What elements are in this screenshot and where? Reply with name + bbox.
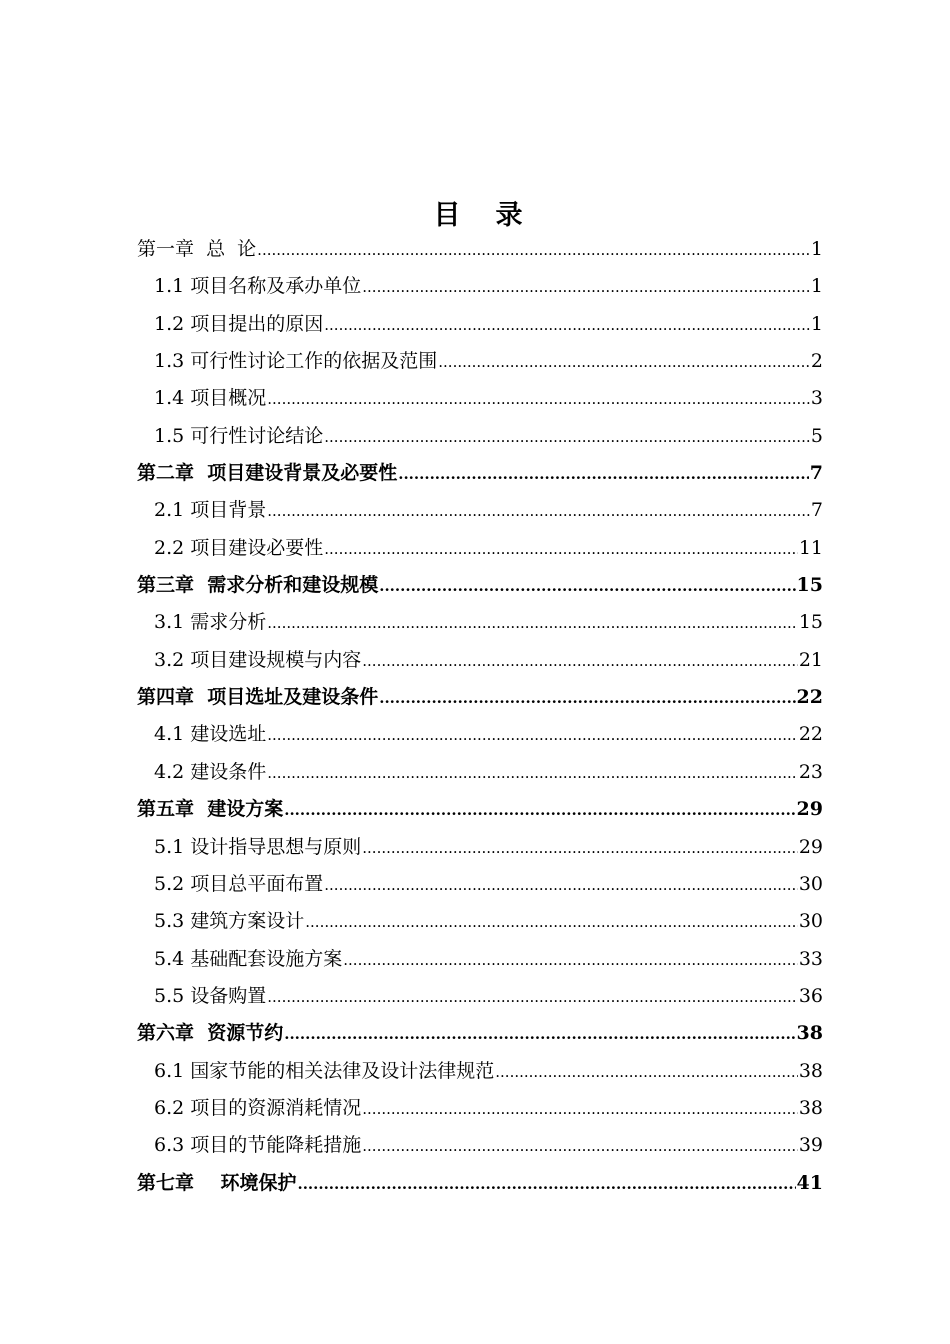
toc-dot-leader: [438, 344, 810, 380]
toc-entry-label: 1.4 项目概况: [154, 387, 267, 410]
toc-dot-leader: [284, 792, 795, 828]
toc-page-number: 7: [810, 499, 823, 522]
toc-dot-leader: [267, 605, 798, 641]
toc-entry-label: 第六章 资源节约: [137, 1022, 284, 1045]
toc-dot-leader: [362, 830, 798, 866]
toc-dot-leader: [362, 643, 798, 679]
toc-entry-label: 第五章 建设方案: [137, 798, 284, 821]
toc-dot-leader: [324, 307, 810, 343]
toc-page-number: 36: [798, 984, 823, 1007]
toc-entry-label: 2.2 项目建设必要性: [154, 536, 324, 559]
toc-dot-leader: [324, 531, 798, 567]
toc-dot-leader: [398, 456, 809, 492]
toc-entry-label: 5.4 基础配套设施方案: [154, 947, 343, 970]
toc-dot-leader: [379, 568, 795, 604]
toc-section-entry[interactable]: [137, 642, 823, 679]
toc-entry-label: 6.2 项目的资源消耗情况: [154, 1096, 362, 1119]
page-title: 目 录: [433, 200, 527, 231]
toc-entry-label: 5.5 设备购置: [154, 984, 267, 1007]
toc-entry-label: 第三章 需求分析和建设规模: [137, 574, 379, 597]
toc-dot-leader: [379, 680, 795, 716]
toc-entry-label: 第一章 总 论: [137, 238, 257, 260]
toc-page-number: 7: [809, 462, 823, 485]
toc-page-number: 38: [796, 1022, 823, 1045]
toc-dot-leader: [267, 979, 798, 1015]
toc-page-number: 30: [798, 910, 823, 933]
toc-page-number: 38: [798, 1059, 823, 1082]
toc-section-entry[interactable]: [137, 941, 823, 978]
table-of-contents: [137, 231, 823, 1202]
toc-entry-label: 1.1 项目名称及承办单位: [154, 275, 362, 298]
toc-section-entry[interactable]: [137, 268, 823, 305]
toc-section-entry[interactable]: [137, 418, 823, 455]
toc-page-number: 39: [798, 1134, 823, 1157]
toc-entry-label: 第二章 项目建设背景及必要性: [137, 462, 398, 485]
toc-section-entry[interactable]: [137, 530, 823, 567]
toc-page-number: 29: [796, 798, 823, 821]
toc-section-entry[interactable]: [137, 903, 823, 940]
toc-page-number: 1: [810, 275, 823, 298]
toc-page-number: 21: [798, 648, 823, 671]
toc-page-number: 41: [796, 1171, 823, 1194]
toc-entry-label: 5.2 项目总平面布置: [154, 872, 324, 895]
toc-dot-leader: [257, 232, 810, 268]
toc-chapter-entry[interactable]: [137, 791, 823, 828]
toc-entry-label: 1.5 可行性讨论结论: [154, 424, 324, 447]
toc-dot-leader: [343, 942, 798, 978]
toc-section-entry[interactable]: [137, 716, 823, 753]
toc-entry-label: 6.1 国家节能的相关法律及设计法律规范: [154, 1059, 495, 1082]
toc-dot-leader: [267, 493, 810, 529]
toc-dot-leader: [267, 755, 798, 791]
toc-page-number: 15: [796, 574, 823, 597]
toc-section-entry[interactable]: [137, 492, 823, 529]
toc-entry-label: 5.1 设计指导思想与原则: [154, 835, 362, 858]
toc-entry-label: 1.2 项目提出的原因: [154, 312, 324, 335]
toc-section-entry[interactable]: [137, 1053, 823, 1090]
toc-chapter-entry[interactable]: [137, 567, 823, 604]
toc-page-number: 1: [810, 312, 823, 335]
toc-page-number: 3: [810, 387, 823, 410]
toc-page-number: 22: [798, 723, 823, 746]
toc-section-entry[interactable]: [137, 1090, 823, 1127]
toc-section-entry[interactable]: [137, 829, 823, 866]
toc-page-number: 1: [810, 238, 823, 260]
toc-page-number: 11: [798, 536, 823, 559]
toc-page-number: 15: [798, 611, 823, 634]
toc-dot-leader: [324, 867, 798, 903]
toc-page-number: 5: [810, 424, 823, 447]
toc-section-entry[interactable]: [137, 343, 823, 380]
toc-entry-label: 第七章 环境保护: [137, 1171, 297, 1194]
toc-entry-label: 3.2 项目建设规模与内容: [154, 648, 362, 671]
toc-page-number: 23: [798, 760, 823, 783]
toc-dot-leader: [362, 1091, 798, 1127]
toc-chapter-entry[interactable]: [137, 679, 823, 716]
toc-section-entry[interactable]: [137, 978, 823, 1015]
toc-entry-label: 4.1 建设选址: [154, 723, 267, 746]
toc-entry-label: 3.1 需求分析: [154, 611, 267, 634]
toc-page-number: 38: [798, 1096, 823, 1119]
toc-page-number: 22: [796, 686, 823, 709]
toc-page-number: 33: [798, 947, 823, 970]
toc-chapter-entry[interactable]: [137, 455, 823, 492]
toc-dot-leader: [284, 1016, 795, 1052]
toc-dot-leader: [362, 1128, 798, 1164]
toc-page-number: 2: [810, 350, 823, 373]
toc-entry-label: 5.3 建筑方案设计: [154, 910, 305, 933]
toc-dot-leader: [495, 1054, 798, 1090]
toc-dot-leader: [362, 269, 810, 305]
toc-chapter-entry[interactable]: [137, 1015, 823, 1052]
toc-entry-label: 6.3 项目的节能降耗措施: [154, 1134, 362, 1157]
toc-entry-label: 2.1 项目背景: [154, 499, 267, 522]
toc-dot-leader: [297, 1166, 795, 1202]
toc-entry-label: 4.2 建设条件: [154, 760, 267, 783]
toc-dot-leader: [324, 419, 810, 455]
toc-dot-leader: [267, 381, 810, 417]
toc-dot-leader: [267, 717, 798, 753]
toc-section-entry[interactable]: [137, 1127, 823, 1164]
toc-entry-label: 第四章 项目选址及建设条件: [137, 686, 379, 709]
toc-section-entry[interactable]: [137, 306, 823, 343]
toc-section-entry[interactable]: [137, 754, 823, 791]
toc-dot-leader: [305, 904, 798, 940]
toc-section-entry[interactable]: [137, 380, 823, 417]
toc-chapter-entry[interactable]: [137, 231, 823, 268]
toc-page-number: 29: [798, 835, 823, 858]
toc-section-entry[interactable]: [137, 866, 823, 903]
toc-page-number: 30: [798, 872, 823, 895]
toc-chapter-entry[interactable]: [137, 1165, 823, 1202]
toc-section-entry[interactable]: [137, 604, 823, 641]
toc-entry-label: 1.3 可行性讨论工作的依据及范围: [154, 350, 438, 373]
